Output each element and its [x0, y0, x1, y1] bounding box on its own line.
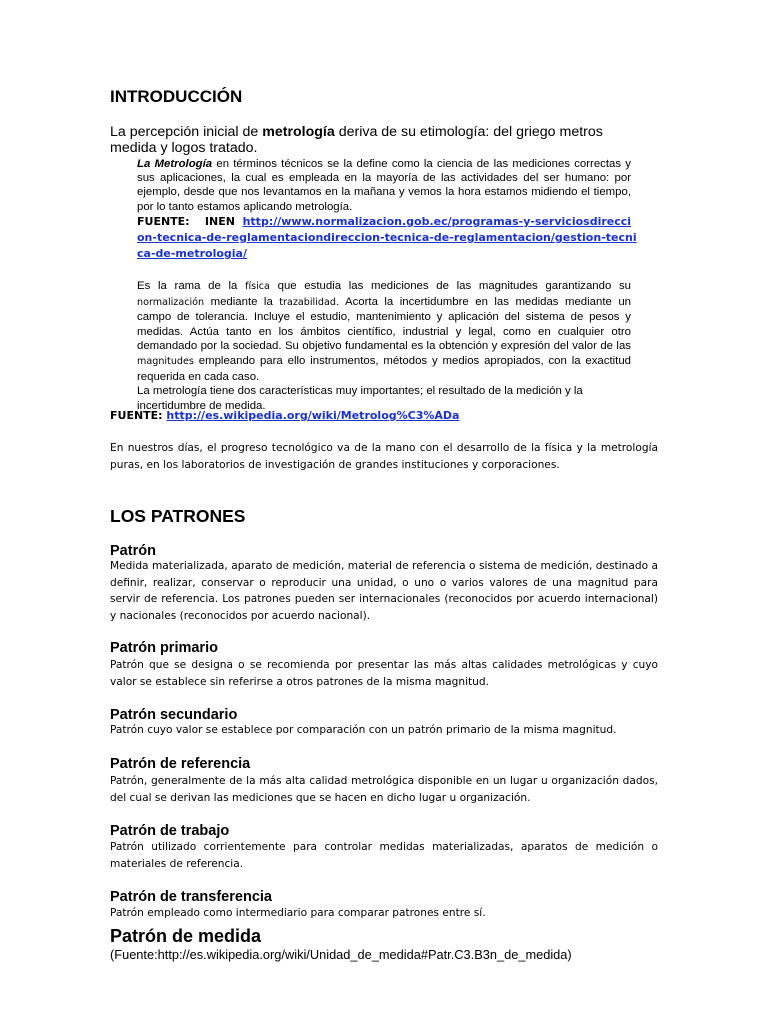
source-1-link[interactable]: http://www.normalizacion.gob.ec/programas-y-serviciosdireccion-tecnica-de-reglamentaciondireccion-tecnica-de-reglamentacion/gestion-tecnica-de-metrologia/ — [137, 215, 637, 260]
quote-2-c: mediante la — [204, 295, 280, 308]
intro-lead — [110, 124, 640, 156]
patrones-title: LOS PATRONES — [110, 506, 246, 526]
source-1 — [137, 214, 637, 262]
quote-2-magnitudes: magnitudes — [137, 355, 194, 367]
patron-text-1: Patrón que se designa o se recomienda por presentar las más altas calidades metrológicas y cuyo valor se establece sin referirse a otros patrones de la misma magnitud. — [110, 659, 658, 688]
quote-2-f: La metrología tiene dos características muy importantes; el resultado de la medición y la incertidumbre de medida. — [137, 385, 583, 412]
quote-2-fisica: física — [245, 281, 270, 292]
quote-2-a: Es la rama de la — [137, 280, 246, 292]
source-2-label: FUENTE: — [110, 409, 167, 422]
patron-text-0: Medida materializada, aparato de medición, material de referencia o sistema de medición, destinado a definir, realizar, conservar o reproducir una unidad, o uno o varios valores de una magnitud para servir de referencia. Los patrones pueden ser internacionales (reconocidos por acuerdo internacional) y nacionales (reconocidos por acuerdo nacional). — [110, 560, 658, 622]
patron-heading-0: Patrón — [110, 543, 156, 559]
source-1-label: FUENTE: INEN — [137, 215, 243, 228]
patron-text-4: Patrón utilizado corrientemente para controlar medidas materializadas, aparatos de medición o materiales de referencia. — [110, 841, 658, 870]
intro-lead-before: La percepción inicial de — [110, 124, 263, 140]
patron-text-3: Patrón, generalmente de la más alta calidad metrológica disponible en un lugar u organización dados, del cual se derivan las mediciones que se hacen en dicho lugar u organización. — [110, 775, 658, 804]
patron-heading-2: Patrón secundario — [110, 707, 238, 723]
patron-text-5: Patrón empleado como intermediario para comparar patrones entre sí. — [110, 907, 486, 919]
patron-heading-3: Patrón de referencia — [110, 756, 251, 772]
patron-heading-1: Patrón primario — [110, 640, 218, 656]
quote-2-e: empleando para ello instrumentos, métodos y medios apropiados, con la exactitud requerida en cada caso. — [137, 354, 631, 383]
source-2 — [110, 408, 630, 424]
intro-lead-bold: metrología — [262, 124, 335, 140]
patron-heading-4: Patrón de trabajo — [110, 823, 230, 839]
quote-1-bold: La Metrología — [137, 158, 213, 170]
quote-2-d: . Acorta la incertidumbre en las medidas mediante un campo de tolerancia. Incluye el estudio, mantenimiento y aplicación del sistema de pesos y medidas. Actúa tanto en los ámbitos científico, industrial y legal, como en cualquier otro demandado por la sociedad. Su objetivo fundamental es la obtención y expresión del valor de las — [137, 295, 632, 353]
intro-title: INTRODUCCIÓN — [110, 87, 243, 106]
patron-medida-title: Patrón de medida — [110, 926, 262, 946]
quote-2-normalizacion: normalización — [137, 296, 205, 308]
patron-text-2: Patrón cuyo valor se establece por comparación con un patrón primario de la misma magnitud. — [110, 724, 617, 736]
intro-quote-2 — [137, 279, 631, 413]
quote-2-trazabilidad: trazabilidad — [279, 296, 336, 308]
quote-1-text: en términos técnicos se la define como la ciencia de las mediciones correctas y sus aplicaciones, la cual es empleada en la mayoría de las actividades del ser humano: por ejemplo, desde que nos levantamos en la mañana y vemos la hora estamos midiendo el tiempo, por lo tanto estamos aplicando metrología. — [137, 158, 632, 213]
patron-heading-5: Patrón de transferencia — [110, 889, 272, 905]
intro-closing: En nuestros días, el progreso tecnológico va de la mano con el desarrollo de la física y la metrología puras, en los laboratorios de investigación de grandes instituciones y corporaciones. — [110, 442, 658, 471]
source-2-link[interactable]: http://es.wikipedia.org/wiki/Metrolog%C3%ADa — [166, 409, 460, 422]
quote-2-b: que estudia las mediciones de las magnitudes garantizando su — [269, 280, 632, 292]
patron-medida-source: (Fuente:http://es.wikipedia.org/wiki/Unidad_de_medida#Patr.C3.B3n_de_medida) — [110, 947, 572, 962]
intro-lead-after: deriva de su etimología: del griego metros medida y logos tratado. — [110, 124, 603, 156]
intro-quote-1 — [137, 157, 631, 214]
